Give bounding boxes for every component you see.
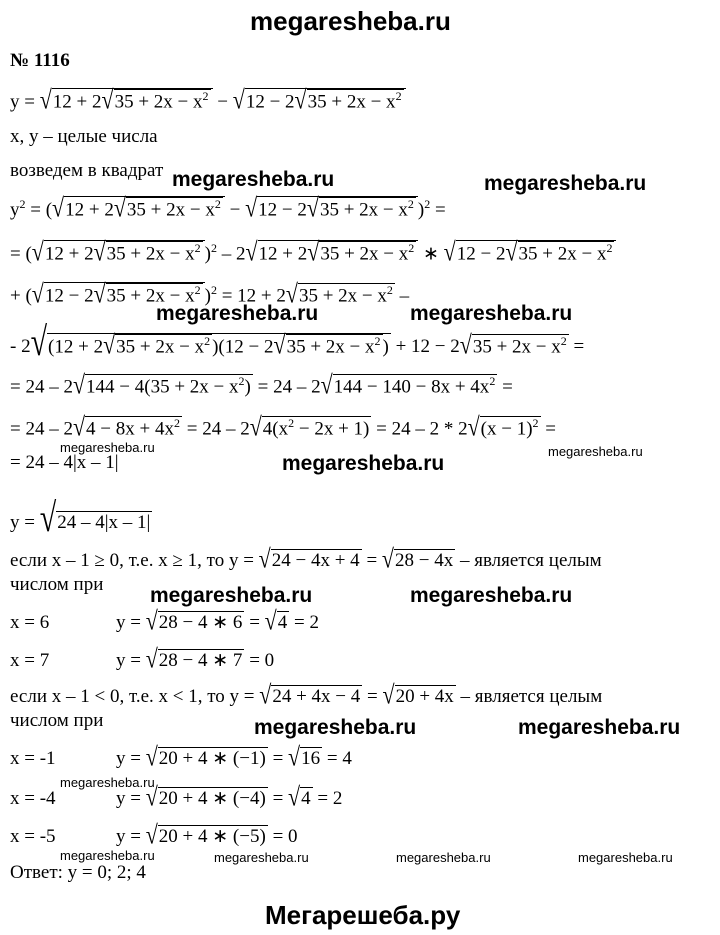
equation-line: $y = √12 + 2√35 + 2x - x^2 - √12 - 2√35 + 2x - x^2$ <box>10 88 406 113</box>
equation-line: y = √28 − 4 ∗ 7 = 0 <box>116 643 275 674</box>
equation-line: y = √20 + 4 ∗ (−5) = 0 <box>116 819 298 850</box>
equation-line: + ($√12 - 2√35 + 2x - x^2$ )$^2 = 12 + 2√35 + 2x - x^2$ – <box>10 278 410 309</box>
problem-number: № 1116 <box>10 50 70 71</box>
equation-line: y = √20 + 4 ∗ (−1) = √16 = 4 <box>116 741 352 772</box>
equation-line: $y^2 = (√12 + 2√35 + 2x - x^2 - √12 - 2√35 + 2x - x^2$ )$^2$ = <box>10 192 446 223</box>
watermark: megaresheba.ru <box>150 584 313 607</box>
equation-line: = ($√12 + 2√35 + 2x - x^2$ )$^2 - 2√12 + 2√35 + 2x - x^2$ ∗ $√12 - 2√35 + 2x - x^2$ <box>10 240 616 265</box>
watermark-small: megaresheba.ru <box>60 848 155 863</box>
equation-line: - $2√(12 + 2√35 + 2x - x^2$ )($12 - 2√35 + 2x - x^2$ ) + $12 - 2√35 + 2x - x^2$ = <box>10 320 585 365</box>
text-line: x, y – целые числа <box>10 126 158 147</box>
answer: Ответ: y = 0; 2; 4 <box>10 862 146 883</box>
watermark: megaresheba.ru <box>410 584 573 607</box>
watermark-small: megaresheba.ru <box>578 850 673 865</box>
watermark-small: megaresheba.ru <box>60 775 155 790</box>
watermark: megaresheba.ru <box>410 302 573 325</box>
equation-line: если x – 1 ≥ 0, т.е. x ≥ 1, то y = √24 − 4x + 4 = √28 − 4x – является целым <box>10 543 602 574</box>
equation-line: y = √28 − 4 ∗ 6 = √4 = 2 <box>116 605 319 636</box>
equation-line: y = √24 – 4|x – 1| <box>10 496 151 541</box>
watermark: megaresheba.ru <box>518 716 681 739</box>
text-line: x = -1 <box>10 748 56 769</box>
site-header: megaresheba.ru <box>250 6 451 36</box>
watermark: megaresheba.ru <box>282 452 445 475</box>
watermark-small: megaresheba.ru <box>214 850 309 865</box>
text-line: возведем в квадрат <box>10 160 164 181</box>
watermark-small: megaresheba.ru <box>548 444 643 459</box>
equation-line: = $24 - 2√4 - 8x + 4x^2 = 24 - 2√4(x^2 - 2x + 1) = 24 - 2 * 2√(x - 1)^2$ = <box>10 411 557 442</box>
equation-line: y = √20 + 4 ∗ (−4) = √4 = 2 <box>116 781 343 812</box>
text-line: = 24 – 4|x – 1| <box>10 452 119 473</box>
text-line: x = -5 <box>10 826 56 847</box>
text-line: x = 7 <box>10 650 50 671</box>
equation-line: если x – 1 < 0, т.е. x < 1, то y = √24 + 4x − 4 = √20 + 4x – является целым <box>10 679 603 710</box>
site-footer: Мегарешеба.ру <box>265 900 461 930</box>
watermark: megaresheba.ru <box>484 172 647 195</box>
text-line: x = -4 <box>10 788 56 809</box>
watermark: megaresheba.ru <box>254 716 417 739</box>
equation-line: = $24 - 2√144 - 4(35 + 2x - x^2) = 24 - 2√144 - 140 - 8x + 4x^2$ = <box>10 369 513 400</box>
watermark: megaresheba.ru <box>172 168 335 191</box>
text-line: числом при <box>10 574 104 595</box>
text-line: числом при <box>10 710 104 731</box>
text-line: x = 6 <box>10 612 50 633</box>
watermark-small: megaresheba.ru <box>396 850 491 865</box>
watermark-small: megaresheba.ru <box>60 440 155 455</box>
watermark: megaresheba.ru <box>156 302 319 325</box>
